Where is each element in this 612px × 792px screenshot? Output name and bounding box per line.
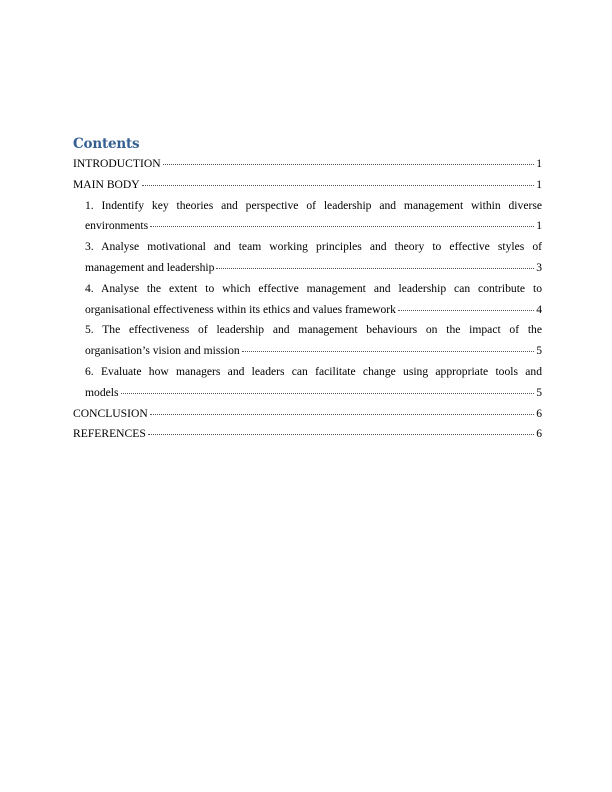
- toc-entry-page: 6: [536, 427, 542, 441]
- toc-entry-page: 1: [536, 219, 542, 233]
- toc-entry-section-1[interactable]: [73, 196, 542, 238]
- toc-entry-title-line: 1. Indentify key theories and perspective of leadership and management within diverse: [85, 198, 542, 212]
- dot-leader: [163, 155, 534, 167]
- dot-leader: [121, 384, 535, 396]
- toc-entry-label: REFERENCES: [73, 427, 146, 441]
- toc-entry-page: 5: [536, 385, 542, 399]
- dot-leader: [216, 259, 534, 271]
- toc-entry-label: environments: [85, 219, 149, 233]
- toc-heading: Contents: [73, 136, 140, 152]
- toc-entry-references[interactable]: [73, 424, 542, 445]
- toc-entry-title-line: 4. Analyse the extent to which effective management and leadership can contribute to: [85, 281, 542, 295]
- toc-entry-introduction[interactable]: [73, 154, 542, 175]
- toc-entry-label: MAIN BODY: [73, 177, 140, 191]
- toc-entry-label: INTRODUCTION: [73, 157, 161, 170]
- toc-entry-label: management and leadership: [85, 260, 215, 274]
- toc-entry-section-3[interactable]: [73, 237, 542, 279]
- toc-entry-page: 4: [536, 302, 542, 316]
- dot-leader: [148, 426, 534, 438]
- toc-entry-label: models: [85, 385, 119, 399]
- table-of-contents: [73, 135, 542, 445]
- toc-entry-page: 3: [536, 260, 542, 274]
- toc-entry-section-5[interactable]: [73, 320, 542, 362]
- toc-entry-page: 1: [536, 177, 542, 191]
- toc-entry-section-4[interactable]: [73, 279, 542, 321]
- dot-leader: [150, 218, 534, 230]
- toc-entry-page: 6: [536, 406, 542, 420]
- toc-entry-title-line: 6. Evaluate how managers and leaders can facilitate change using appropriate tools and: [85, 364, 542, 378]
- toc-entry-section-6[interactable]: [73, 362, 542, 404]
- toc-entry-label: CONCLUSION: [73, 406, 148, 420]
- toc-entry-title-line: 5. The effectiveness of leadership and management behaviours on the impact of the: [85, 323, 542, 337]
- toc-entry-label: organisation’s vision and mission: [85, 344, 240, 358]
- toc-entry-title-line: 3. Analyse motivational and team working principles and theory to effective styles of: [85, 240, 542, 254]
- dot-leader: [142, 176, 534, 188]
- dot-leader: [150, 405, 534, 417]
- dot-leader: [398, 301, 534, 313]
- toc-entry-conclusion[interactable]: [73, 404, 542, 425]
- toc-entry-label: organisational effectiveness within its ethics and values framework: [85, 302, 396, 316]
- dot-leader: [242, 343, 534, 355]
- toc-entry-main-body[interactable]: [73, 175, 542, 196]
- toc-entry-page: 1: [536, 157, 542, 170]
- toc-entry-page: 5: [536, 344, 542, 358]
